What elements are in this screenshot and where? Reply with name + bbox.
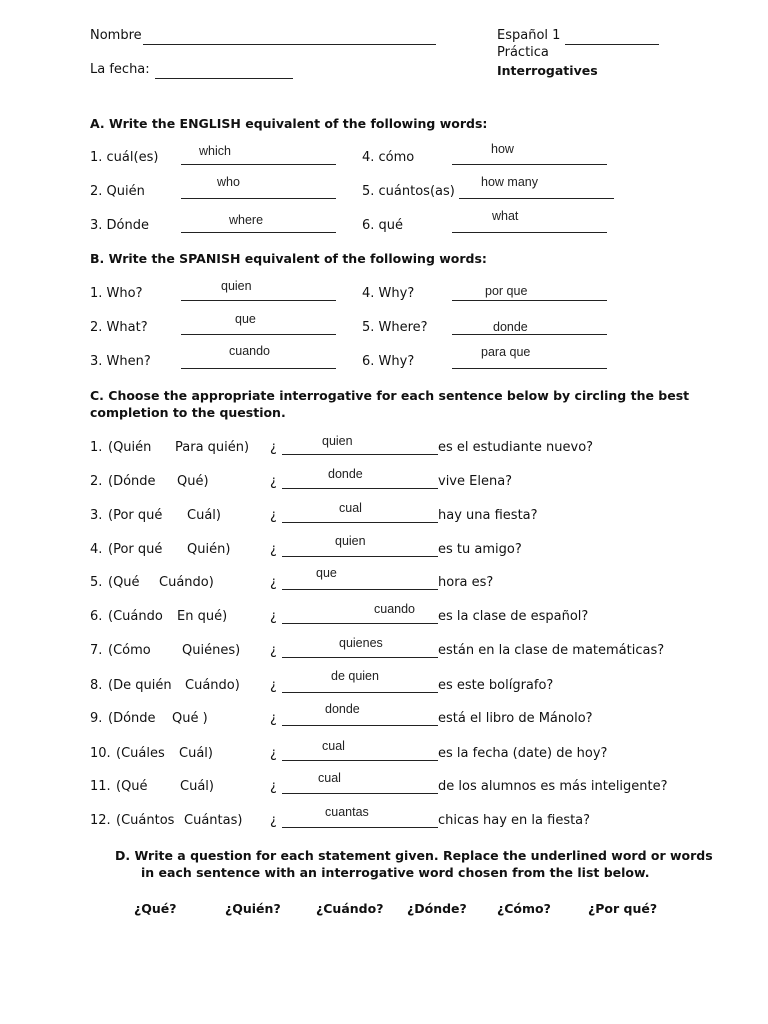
c-option2-11[interactable]: Cuál)	[180, 779, 214, 794]
c-option2-10[interactable]: Cuál)	[179, 746, 213, 761]
a-blank-1[interactable]	[181, 164, 336, 165]
c-inverted-q-10: ¿	[270, 746, 277, 761]
c-option1-7[interactable]: (Cómo	[108, 643, 151, 658]
section-d-title-line1: D. Write a question for each statement given. Replace the underlined word or words	[115, 848, 713, 863]
a-prompt-6: 6. qué	[362, 218, 404, 233]
c-answer-8: de quien	[331, 669, 379, 683]
a-blank-3[interactable]	[181, 232, 336, 233]
c-answer-6: cuando	[374, 602, 416, 616]
a-prompt-4: 4. cómo	[362, 150, 415, 165]
c-option1-3[interactable]: (Por qué	[108, 508, 163, 523]
c-inverted-q-5: ¿	[270, 575, 277, 590]
c-answer-3: cual	[339, 501, 362, 515]
c-inverted-q-6: ¿	[270, 609, 277, 624]
c-option2-4[interactable]: Quién)	[187, 542, 231, 557]
course-blank[interactable]	[565, 44, 659, 45]
b-prompt-1: 1. Who?	[90, 286, 143, 301]
c-blank-2[interactable]	[282, 488, 438, 489]
c-question-rest-9: está el libro de Mánolo?	[438, 711, 593, 726]
a-prompt-1: 1. cuál(es)	[90, 150, 159, 165]
c-num-2: 2.	[90, 474, 103, 489]
c-answer-11: cual	[318, 771, 341, 785]
b-blank-2[interactable]	[181, 334, 336, 335]
c-blank-11[interactable]	[282, 793, 438, 794]
course-label: Español 1	[497, 28, 561, 43]
section-c-title-line2: completion to the question.	[90, 405, 286, 420]
a-answer-2: who	[217, 175, 240, 189]
c-answer-5: que	[316, 566, 337, 580]
c-question-rest-6: es la clase de español?	[438, 609, 589, 624]
c-inverted-q-4: ¿	[270, 542, 277, 557]
c-answer-1: quien	[322, 434, 353, 448]
c-question-rest-5: hora es?	[438, 575, 494, 590]
b-blank-4[interactable]	[452, 300, 607, 301]
b-answer-3: cuando	[229, 344, 271, 358]
c-option1-1[interactable]: (Quién	[108, 440, 152, 455]
b-answer-6: para que	[481, 345, 531, 359]
c-blank-7[interactable]	[282, 657, 438, 658]
b-prompt-2: 2. What?	[90, 320, 148, 335]
b-blank-5[interactable]	[452, 334, 607, 335]
c-num-4: 4.	[90, 542, 103, 557]
c-num-8: 8.	[90, 678, 103, 693]
c-num-5: 5.	[90, 575, 103, 590]
c-answer-10: cual	[322, 739, 345, 753]
c-blank-3[interactable]	[282, 522, 438, 523]
b-answer-5: donde	[493, 320, 528, 334]
a-answer-1: which	[199, 144, 231, 158]
c-blank-10[interactable]	[282, 760, 438, 761]
a-prompt-3: 3. Dónde	[90, 218, 149, 233]
a-prompt-2: 2. Quién	[90, 184, 145, 199]
c-option1-9[interactable]: (Dónde	[108, 711, 156, 726]
word-como: ¿Cómo?	[497, 901, 551, 916]
c-inverted-q-3: ¿	[270, 508, 277, 523]
a-blank-4[interactable]	[452, 164, 607, 165]
b-blank-3[interactable]	[181, 368, 336, 369]
a-answer-4: how	[491, 142, 514, 156]
a-prompt-5: 5. cuántos(as)	[362, 184, 455, 199]
c-question-rest-4: es tu amigo?	[438, 542, 522, 557]
c-option1-11[interactable]: (Qué	[116, 779, 148, 794]
c-num-7: 7.	[90, 643, 103, 658]
c-answer-9: donde	[325, 702, 360, 716]
section-a-title: A. Write the ENGLISH equivalent of the following words:	[90, 116, 488, 131]
word-cuando: ¿Cuándo?	[316, 901, 384, 916]
c-question-rest-7: están en la clase de matemáticas?	[438, 643, 665, 658]
c-inverted-q-1: ¿	[270, 440, 277, 455]
section-b-title: B. Write the SPANISH equivalent of the following words:	[90, 251, 487, 266]
b-answer-2: que	[235, 312, 256, 326]
c-option2-1[interactable]: Para quién)	[175, 440, 250, 455]
c-question-rest-12: chicas hay en la fiesta?	[438, 813, 591, 828]
c-option1-4[interactable]: (Por qué	[108, 542, 163, 557]
c-inverted-q-12: ¿	[270, 813, 277, 828]
c-inverted-q-11: ¿	[270, 779, 277, 794]
c-inverted-q-7: ¿	[270, 643, 277, 658]
c-option1-8[interactable]: (De quién	[108, 678, 172, 693]
c-question-rest-8: es este bolígrafo?	[438, 678, 554, 693]
c-num-9: 9.	[90, 711, 103, 726]
b-prompt-6: 6. Why?	[362, 354, 415, 369]
c-option2-3[interactable]: Cuál)	[187, 508, 221, 523]
c-inverted-q-2: ¿	[270, 474, 277, 489]
c-answer-4: quien	[335, 534, 366, 548]
b-blank-6[interactable]	[452, 368, 607, 369]
c-question-rest-1: es el estudiante nuevo?	[438, 440, 594, 455]
a-blank-5[interactable]	[459, 198, 614, 199]
c-option2-12[interactable]: Cuántas)	[184, 813, 243, 828]
a-blank-6[interactable]	[452, 232, 607, 233]
fecha-label: La fecha:	[90, 62, 150, 77]
c-question-rest-3: hay una fiesta?	[438, 508, 538, 523]
c-blank-8[interactable]	[282, 692, 438, 693]
c-answer-12: cuantas	[325, 805, 369, 819]
word-por-que: ¿Por qué?	[588, 901, 658, 916]
b-prompt-3: 3. When?	[90, 354, 151, 369]
c-num-1: 1.	[90, 440, 103, 455]
a-blank-2[interactable]	[181, 198, 336, 199]
c-answer-2: donde	[328, 467, 363, 481]
c-option1-12[interactable]: (Cuántos	[116, 813, 175, 828]
fecha-blank[interactable]	[155, 78, 293, 79]
section-d-title-line2: in each sentence with an interrogative word chosen from the list below.	[141, 865, 650, 880]
b-answer-1: quien	[221, 279, 252, 293]
c-option1-10[interactable]: (Cuáles	[116, 746, 165, 761]
c-inverted-q-8: ¿	[270, 678, 277, 693]
b-prompt-5: 5. Where?	[362, 320, 428, 335]
a-answer-5: how many	[481, 175, 538, 189]
c-option2-7[interactable]: Quiénes)	[182, 643, 241, 658]
word-que: ¿Qué?	[134, 901, 177, 916]
c-option2-5[interactable]: Cuándo)	[159, 575, 214, 590]
c-blank-6[interactable]	[282, 623, 438, 624]
c-option2-6[interactable]: En qué)	[177, 609, 228, 624]
b-answer-4: por que	[485, 284, 528, 298]
practice-label: Práctica	[497, 45, 549, 60]
c-blank-9[interactable]	[282, 725, 438, 726]
c-answer-7: quienes	[339, 636, 383, 650]
c-blank-5[interactable]	[282, 589, 438, 590]
c-blank-1[interactable]	[282, 454, 438, 455]
c-blank-12[interactable]	[282, 827, 438, 828]
c-num-12: 12.	[90, 813, 111, 828]
topic-label: Interrogatives	[497, 63, 598, 78]
nombre-blank[interactable]	[143, 44, 436, 45]
c-blank-4[interactable]	[282, 556, 438, 557]
word-donde: ¿Dónde?	[407, 901, 467, 916]
c-option2-9[interactable]: Qué )	[172, 711, 208, 726]
c-inverted-q-9: ¿	[270, 711, 277, 726]
c-option2-2[interactable]: Qué)	[177, 474, 209, 489]
c-num-11: 11.	[90, 779, 111, 794]
c-option1-2[interactable]: (Dónde	[108, 474, 156, 489]
c-option1-6[interactable]: (Cuándo	[108, 609, 163, 624]
c-question-rest-2: vive Elena?	[438, 474, 513, 489]
c-question-rest-11: de los alumnos es más inteligente?	[438, 779, 668, 794]
a-answer-3: where	[229, 213, 264, 227]
section-c-title-line1: C. Choose the appropriate interrogative for each sentence below by circling the best	[90, 388, 690, 403]
b-prompt-4: 4. Why?	[362, 286, 415, 301]
c-num-3: 3.	[90, 508, 103, 523]
c-num-6: 6.	[90, 609, 103, 624]
c-question-rest-10: es la fecha (date) de hoy?	[438, 746, 608, 761]
c-option2-8[interactable]: Cuándo)	[185, 678, 240, 693]
c-option1-5[interactable]: (Qué	[108, 575, 140, 590]
c-num-10: 10.	[90, 746, 111, 761]
word-quien: ¿Quién?	[225, 901, 281, 916]
a-answer-6: what	[492, 209, 519, 223]
b-blank-1[interactable]	[181, 300, 336, 301]
nombre-label: Nombre	[90, 28, 142, 43]
